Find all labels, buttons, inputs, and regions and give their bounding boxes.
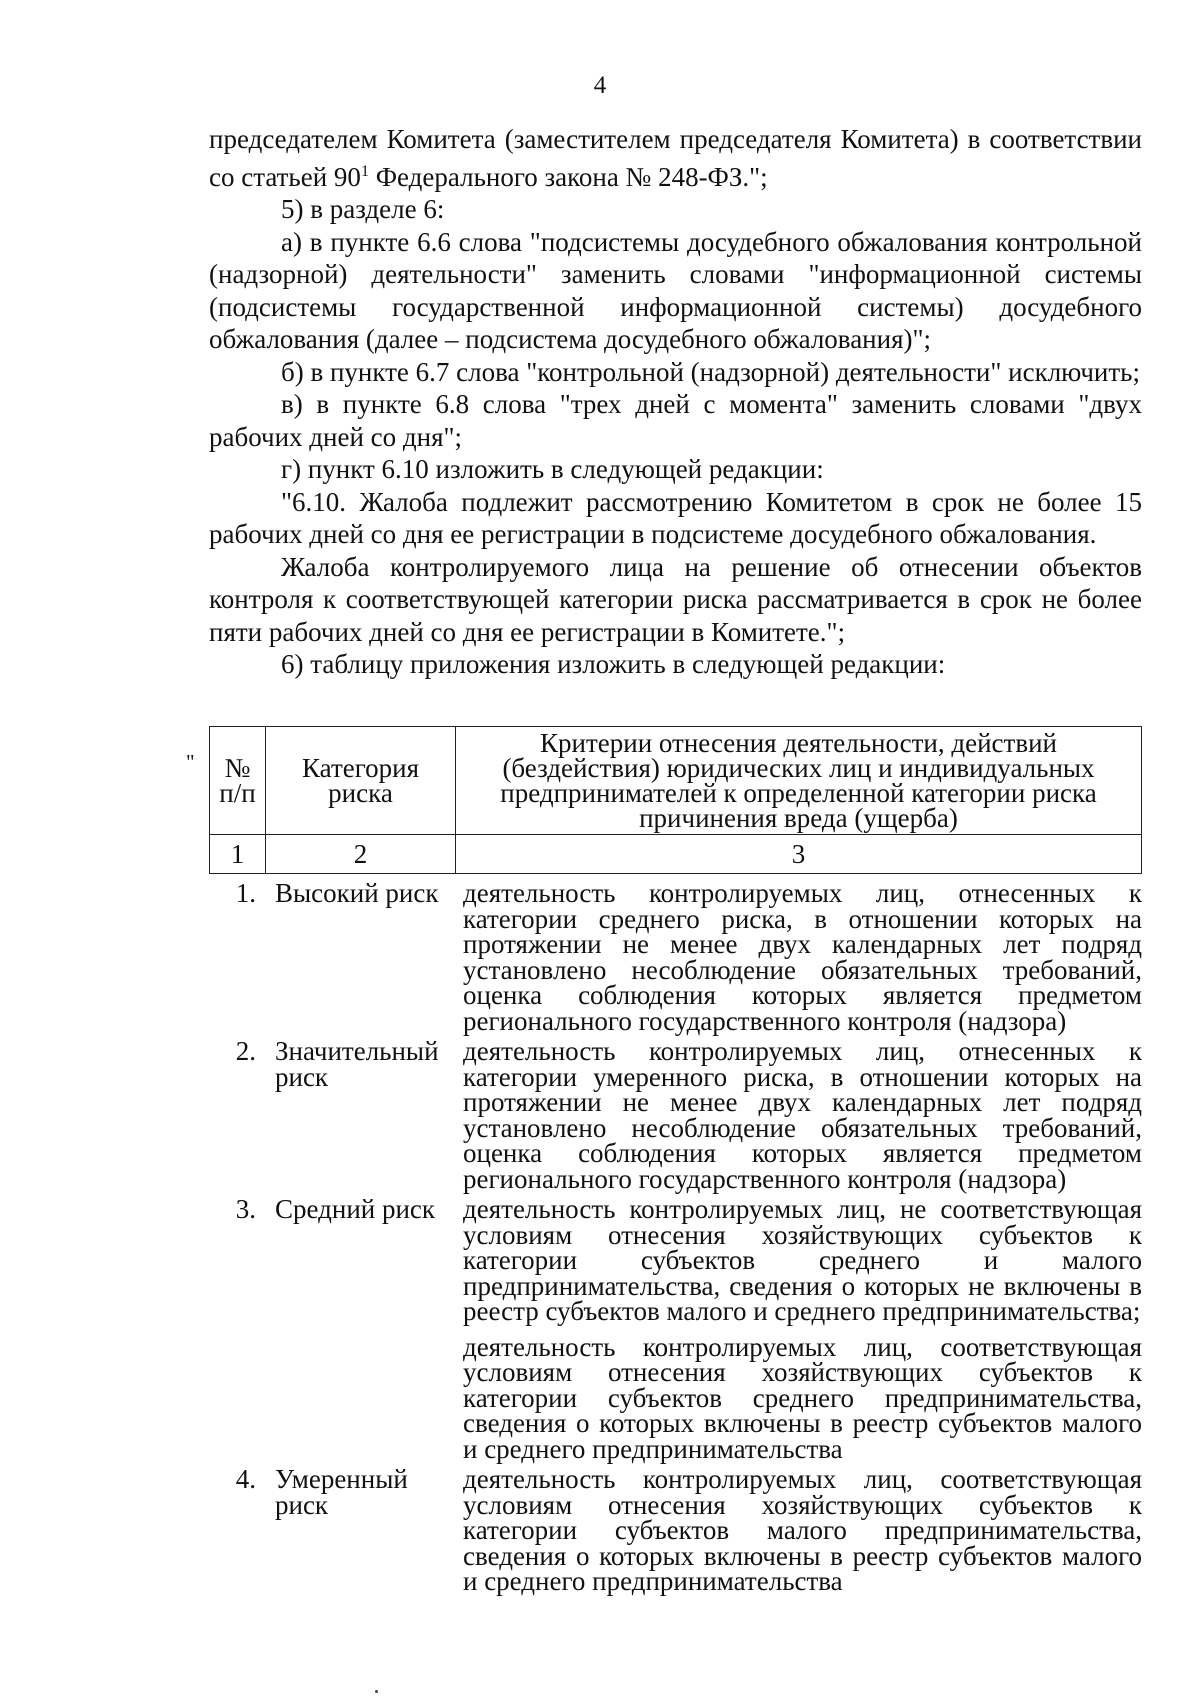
paragraph: в) в пункте 6.8 слова "трех дней с момента" заменить словами "двух рабочих дней со дня"; <box>209 389 1142 452</box>
table-row <box>209 881 1142 1034</box>
column-number: 3 <box>456 835 1142 874</box>
superscript: 1 <box>360 162 369 180</box>
paragraph: 6) таблицу приложения изложить в следующей редакции: <box>281 649 946 679</box>
paragraph: 5) в разделе 6: <box>281 194 445 224</box>
row-category: Высокий риск <box>275 878 439 908</box>
row-number: 2. <box>235 1036 256 1066</box>
row-number: 3. <box>235 1194 256 1224</box>
document-body <box>209 123 1142 681</box>
table-row <box>209 1034 1142 1192</box>
table-row <box>209 1462 1142 1595</box>
paragraph-tail: Федерального закона № 248-ФЗ."; <box>368 161 768 192</box>
paragraph: б) в пункте 6.7 слова "контрольной (надзорной) деятельности" исключить; <box>281 356 1140 387</box>
header-category: Категория риска <box>266 727 456 835</box>
criteria-text: деятельность контролируемых лиц, не соответствующая условиям отнесения хозяйствующих субъектов к категории субъектов среднего и малого предпринимательства, сведения о которых не включены в реестр субъектов малого и среднего предпринимательства; <box>463 1194 1142 1326</box>
table-open-quote: " <box>186 750 195 774</box>
criteria-text: деятельность контролируемых лиц, соответствующая условиям отнесения хозяйствующих субъектов к категории субъектов среднего предпринимательства, сведения о которых включены в реестр субъектов малого и среднего предпринимательства <box>463 1331 1142 1464</box>
paragraph: а) в пункте 6.6 слова "подсистемы досудебного обжалования контрольной (надзорной) деятельности" заменить словами "информационной системы (подсистемы государственной информационной системы) досудебного обжалования (далее – подсистема досудебного обжалования)"; <box>209 226 1142 354</box>
paragraph: "6.10. Жалоба подлежит рассмотрению Комитетом в срок не более 15 рабочих дней со дня ее регистрации в подсистеме досудебного обжалования. <box>209 486 1142 549</box>
paragraph-text: председателем Комитета (заместителем председателя Комитета) в соответствии со статьей 90 <box>209 124 1142 192</box>
header-criteria: Критерии отнесения деятельности, действий (бездействия) юридических лиц и индивидуальных предпринимателей к определенной категории риска причинения вреда (ущерба) <box>456 727 1142 835</box>
row-category: Умеренный риск <box>275 1464 408 1520</box>
criteria-text: деятельность контролируемых лиц, отнесенных к категории среднего риска, в отношении которых на протяжении не менее двух календарных лет подряд установлено несоблюдение обязательных требований, оценка соблюдения которых является предметом регионального государственного контроля (надзора) <box>463 878 1142 1036</box>
column-number: 1 <box>210 835 266 874</box>
row-criteria <box>455 878 1142 1036</box>
header-number: № п/п <box>210 727 266 835</box>
paragraph: г) пункт 6.10 изложить в следующей редакции: <box>281 454 824 484</box>
page-number: 4 <box>593 72 607 99</box>
criteria-text: деятельность контролируемых лиц, отнесенных к категории умеренного риска, в отношении которых на протяжении не менее двух календарных лет подряд установлено несоблюдение обязательных требований, оценка соблюдения которых является предметом регионального государственного контроля (надзора) <box>463 1036 1142 1194</box>
row-criteria <box>455 1034 1142 1192</box>
row-category: Значительный риск <box>275 1036 439 1092</box>
paragraph <box>209 123 1142 193</box>
paragraph: Жалоба контролируемого лица на решение об отнесении объектов контроля к соответствующей категории риска рассматривается в срок не более пяти рабочих дней со дня ее регистрации в Комитете."; <box>209 551 1142 647</box>
row-number: 4. <box>235 1464 256 1494</box>
column-number: 2 <box>266 835 456 874</box>
row-criteria <box>455 1192 1142 1462</box>
row-category: Средний риск <box>275 1194 436 1224</box>
scan-artifact <box>375 1690 378 1693</box>
row-criteria <box>455 1462 1142 1595</box>
table-header <box>209 726 1142 874</box>
row-number: 1. <box>235 878 256 908</box>
risk-table <box>209 878 1142 1596</box>
table-row <box>209 1192 1142 1462</box>
criteria-text: деятельность контролируемых лиц, соответствующая условиям отнесения хозяйствующих субъектов к категории субъектов малого предпринимательства, сведения о которых включены в реестр субъектов малого и среднего предпринимательства <box>463 1464 1142 1596</box>
